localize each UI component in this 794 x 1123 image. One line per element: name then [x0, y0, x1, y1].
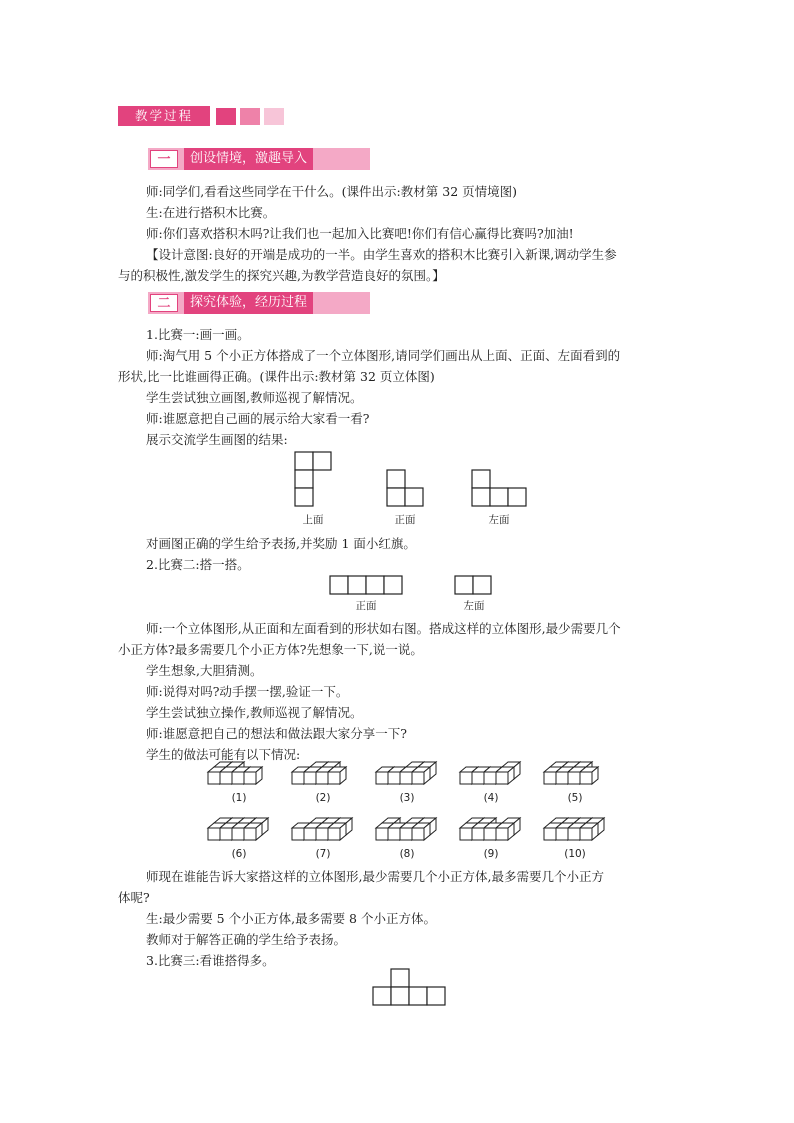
paragraph: 学生尝试独立画图,教师巡视了解情况。 [146, 390, 363, 405]
caption-top: 上面 [302, 514, 324, 526]
badge-label: 教学过程 [118, 106, 210, 126]
paragraph: 对画图正确的学生给予表扬,并奖励 1 面小红旗。 [146, 536, 416, 551]
cube-arrangement-10 [544, 818, 604, 840]
paragraph: 1.比赛一:画一画。 [146, 327, 250, 342]
paragraph: 生:最少需要 5 个小正方体,最多需要 8 个小正方体。 [146, 911, 436, 926]
cube-arrangement-9 [460, 818, 520, 840]
top-view-shape [295, 452, 331, 506]
contest-three-figure [372, 968, 452, 1010]
cube-arrangement-1 [208, 762, 262, 784]
cube-label-9: (9) [483, 848, 499, 860]
caption-front: 正面 [394, 514, 416, 526]
cube-arrangement-2 [292, 762, 346, 784]
caption-front-2: 正面 [355, 600, 377, 612]
badge-square-2 [240, 108, 260, 125]
paragraph: 小正方体?最多需要几个小正方体?先想象一下,说一说。 [118, 642, 423, 657]
views-diagram-1 [290, 450, 540, 510]
paragraph: 师现在谁能告诉大家搭这样的立体图形,最少需要几个小正方体,最多需要几个小正方 [146, 869, 604, 884]
cube-arrangement-7 [292, 818, 352, 840]
cube-label-1: (1) [231, 792, 247, 804]
section-title-1: 创设情境，激趣导入 [184, 148, 313, 170]
cube-label-10: (10) [564, 848, 586, 860]
paragraph: 3.比赛三:看谁搭得多。 [146, 953, 275, 968]
paragraph: 生:在进行搭积木比赛。 [146, 205, 276, 220]
badge-square-3 [264, 108, 284, 125]
paragraph: 师:谁愿意把自己的想法和做法跟大家分享一下? [146, 726, 407, 741]
paragraph: 展示交流学生画图的结果: [146, 432, 288, 447]
cube-arrangement-5 [544, 762, 598, 784]
paragraph: 学生的做法可能有以下情况: [146, 747, 301, 762]
paragraph: 师:谁愿意把自己画的展示给大家看一看? [146, 411, 370, 426]
left-view-shape [472, 470, 526, 506]
cube-label-5: (5) [567, 792, 583, 804]
left-view-row [455, 576, 491, 594]
section-header-1 [148, 148, 370, 170]
paragraph: 形状,比一比谁画得正确。(课件出示:教材第 32 页立体图) [118, 369, 435, 384]
paragraph: 体呢? [118, 890, 150, 905]
cube-arrangement-4 [460, 762, 520, 784]
caption-left-2: 左面 [463, 600, 485, 612]
paragraph: 师:说得对吗?动手摆一摆,验证一下。 [146, 684, 349, 699]
cube-arrangement-3 [376, 762, 436, 784]
section-number-1: 一 [150, 150, 178, 168]
section-header-2 [148, 292, 370, 314]
paragraph: 师:同学们,看看这些同学在干什么。(课件出示:教材第 32 页情境图) [146, 184, 518, 199]
paragraph: 学生尝试独立操作,教师巡视了解情况。 [146, 705, 363, 720]
cube-label-7: (7) [315, 848, 331, 860]
paragraph: 2.比赛二:搭一搭。 [146, 557, 250, 572]
cube-label-4: (4) [483, 792, 499, 804]
section-number-2: 二 [150, 294, 178, 312]
paragraph: 【设计意图:良好的开端是成功的一半。由学生喜欢的搭积木比赛引入新课,调动学生参 [146, 247, 617, 262]
paragraph: 与的积极性,激发学生的探究兴趣,为教学营造良好的氛围。】 [118, 268, 445, 283]
section-title-2: 探究体验，经历过程 [184, 292, 313, 314]
cube-arrangement-8 [376, 818, 436, 840]
paragraph: 教师对于解答正确的学生给予表扬。 [146, 932, 347, 947]
views-diagram-2 [328, 575, 498, 597]
front-view-shape [387, 470, 423, 506]
paragraph: 师:你们喜欢搭积木吗?让我们也一起加入比赛吧!你们有信心赢得比赛吗?加油! [146, 226, 574, 241]
cube-label-2: (2) [315, 792, 331, 804]
paragraph: 师:一个立体图形,从正面和左面看到的形状如右图。搭成这样的立体图形,最少需要几个 [146, 621, 621, 636]
cube-label-6: (6) [231, 848, 247, 860]
cube-arrangement-6 [208, 818, 268, 840]
paragraph: 学生想象,大胆猜测。 [146, 663, 263, 678]
cube-label-3: (3) [399, 792, 415, 804]
badge-square-1 [216, 108, 236, 125]
cube-label-8: (8) [399, 848, 415, 860]
front-view-row [330, 576, 402, 594]
paragraph: 师:淘气用 5 个小正方体搭成了一个立体图形,请同学们画出从上面、正面、左面看到的 [146, 348, 621, 363]
caption-left: 左面 [488, 514, 510, 526]
